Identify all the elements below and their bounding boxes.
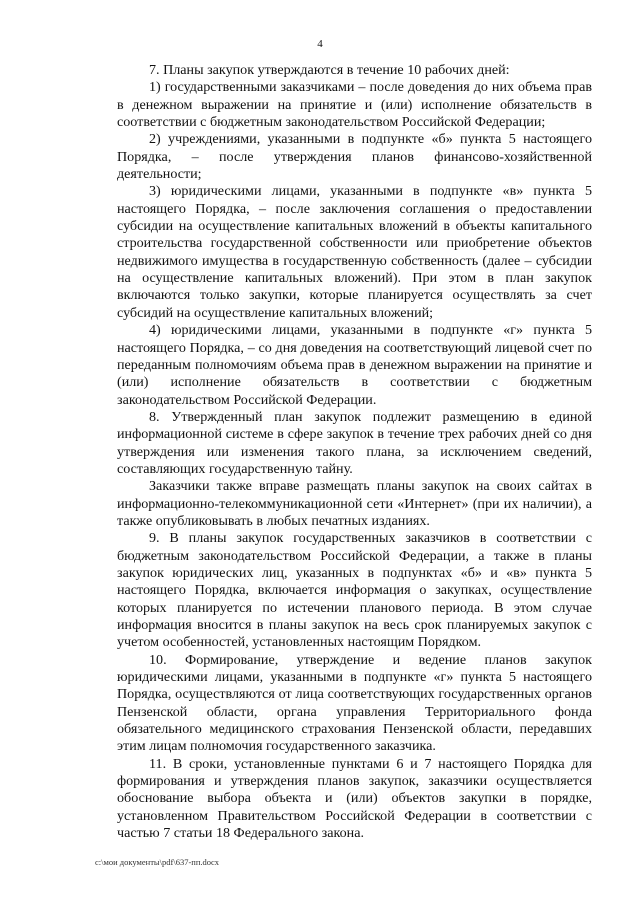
paragraph-11: 11. В сроки, установленные пунктами 6 и 7 настоящего Порядка для формирования и утверждения планов закупок, заказчики осуществляется обоснование выбора объекта и (или) объектов закупки в порядке, установленном Правительством Российской Федерации в соответствии с частью 7 статьи 18 Федерального закона. (117, 755, 592, 842)
paragraph-8-sites: Заказчики также вправе размещать планы закупок на своих сайтах в информационно-телекоммуникационной сети «Интернет» (при их наличии), а также опубликовывать в любых печатных изданиях. (117, 478, 592, 529)
paragraph-7-3: 3) юридическими лицами, указанными в подпункте «в» пункта 5 настоящего Порядка, – после заключения соглашения о предоставлении субсидии на осуществление капитальных вложений в объекты капитального строительства государственной собственности или приобретение объектов недвижимого имущества в государственную собственность (далее – субсидии на осуществление капитальных вложений). При этом в план закупок включаются только закупки, которые планируется осуществлять за счет субсидий на осуществление капитальных вложений; (117, 183, 592, 321)
paragraph-9: 9. В планы закупок государственных заказчиков в соответствии с бюджетным законодательством Российской Федерации, а также в планы закупок юридических лиц, указанных в подпунктах «б» и «в» пункта 5 настоящего Порядка, включается информация о закупках, осуществление которых планируется по истечении планового периода. В этом случае информация вносится в планы закупок на весь срок планируемых закупок с учетом особенностей, установленных настоящим Порядком. (117, 530, 592, 651)
paragraph-7-2: 2) учреждениями, указанными в подпункте «б» пункта 5 настоящего Порядка, – после утверждения планов финансово-хозяйственной деятельности; (117, 131, 592, 183)
paragraph-10: 10. Формирование, утверждение и ведение планов закупок юридическими лицами, указанными в подпункте «г» пункта 5 настоящего Порядка, осуществляются от лица соответствующих государственных органов Пензенской области, органа управления Территориального фонда обязательного медицинского страхования Пензенской области, передавших этим лицам полномочия государственного заказчика. (117, 651, 592, 755)
paragraph-8: 8. Утвержденный план закупок подлежит размещению в единой информационной системе в сфере закупок в течение трех рабочих дней со дня утверждения или изменения такого плана, за исключением сведений, составляющих государственную тайну. (117, 408, 592, 477)
paragraph-7-1: 1) государственными заказчиками – после доведения до них объема прав в денежном выражении на принятие и (или) исполнение обязательств в соответствии с бюджетным законодательством Российской Федерации; (117, 79, 592, 131)
page-number: 4 (317, 38, 323, 50)
document-body (117, 62, 592, 842)
paragraph-7: 7. Планы закупок утверждаются в течение 10 рабочих дней: (149, 62, 510, 78)
file-path-footer: c:\мои документы\pdf\637-пп.docx (95, 857, 220, 867)
paragraph-7-4: 4) юридическими лицами, указанными в подпункте «г» пункта 5 настоящего Порядка, – со дня доведения на соответствующий лицевой счет по переданным полномочиям объема прав в денежном выражении на принятие и (или) исполнение обязательств в соответствии с бюджетным законодательством Российской Федерации. (117, 322, 592, 408)
